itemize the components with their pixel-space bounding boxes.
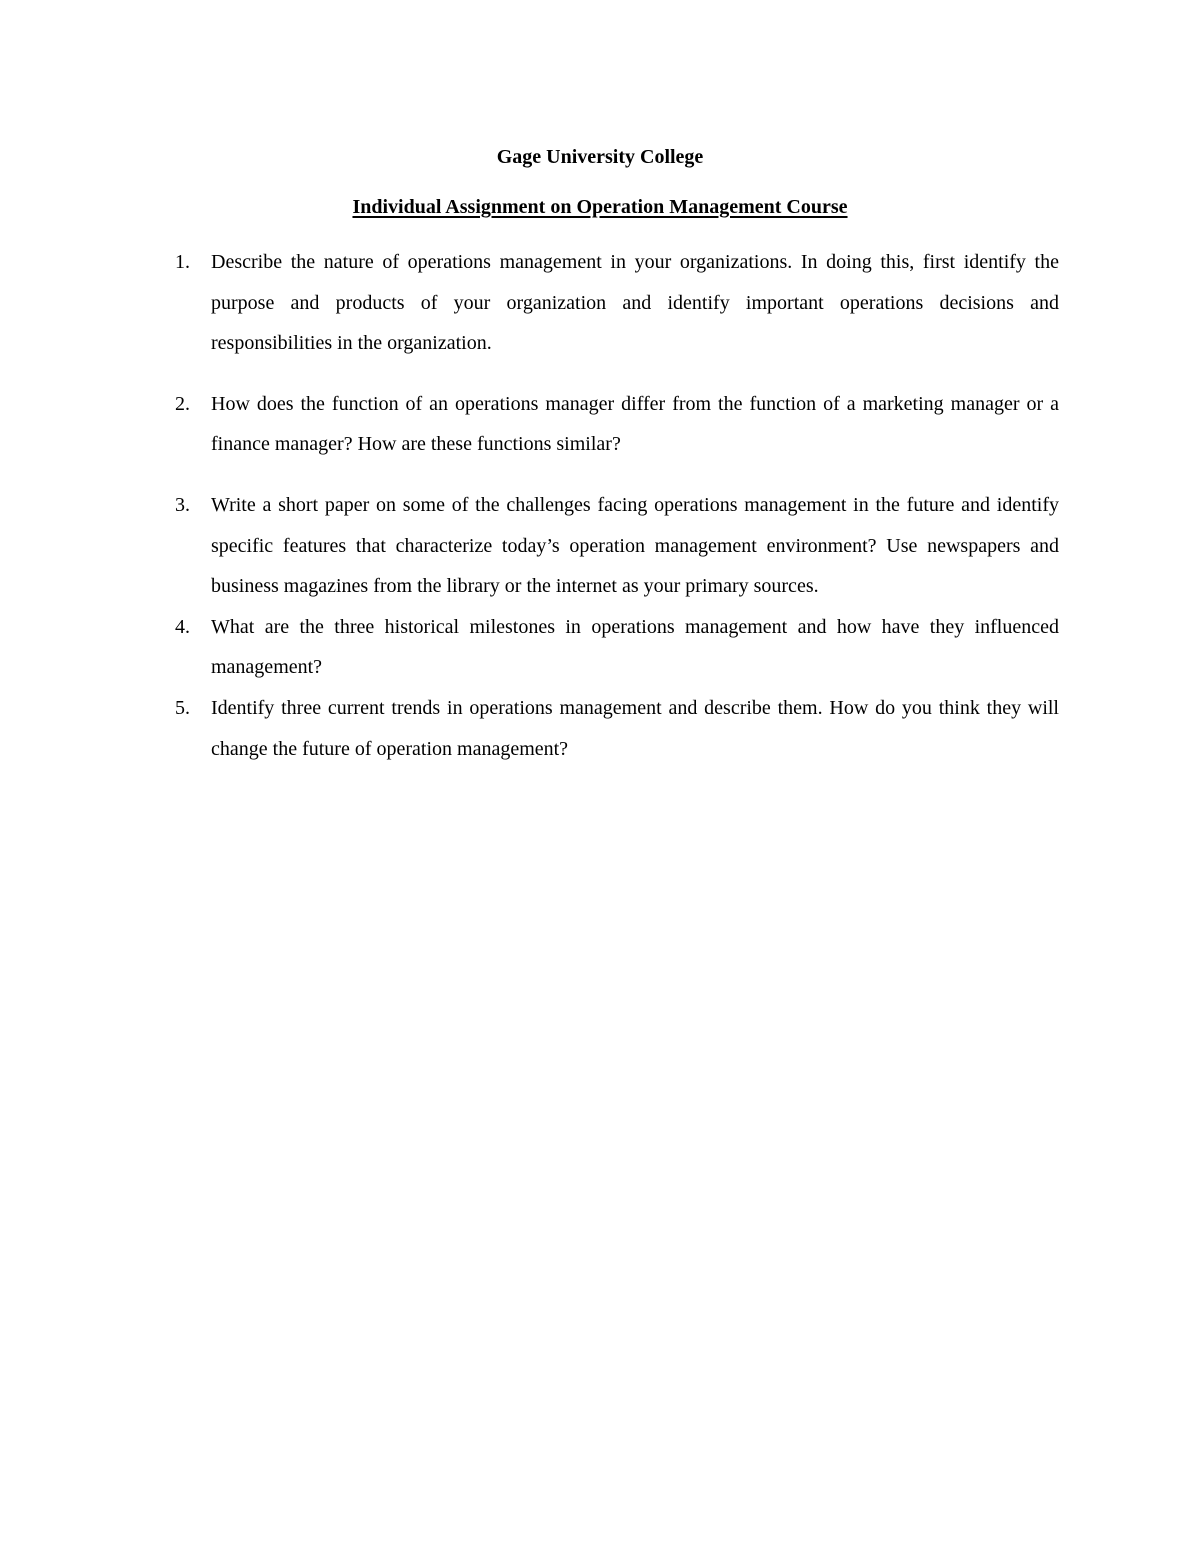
question-text: Write a short paper on some of the challenges facing operations management in the future and identify specific features that characterize today’s operation management environment? Use newspapers and business magazines from the library or the internet as your primary sources. bbox=[211, 493, 1059, 598]
question-number: 3. bbox=[175, 493, 190, 516]
question-number: 5. bbox=[175, 696, 190, 719]
question-text: How does the function of an operations manager differ from the function of a marketing manager or a finance manager? How are these functions similar? bbox=[211, 392, 1059, 456]
document-title: Gage University College bbox=[496, 146, 704, 168]
question-item bbox=[175, 485, 1059, 607]
question-item bbox=[175, 688, 1059, 769]
document-subtitle bbox=[0, 192, 1200, 222]
question-item bbox=[175, 242, 1059, 364]
question-text: Describe the nature of operations management in your organizations. In doing this, first identify the purpose and products of your organization and identify important operations decisions and responsibilities in the organization. bbox=[211, 251, 1059, 355]
question-item bbox=[175, 384, 1059, 465]
question-text: What are the three historical milestones in operations management and how have they influenced management? bbox=[211, 615, 1059, 679]
subtitle-text: Individual Assignment on Operation Management Course bbox=[352, 196, 848, 218]
question-number: 2. bbox=[175, 392, 190, 415]
question-item bbox=[175, 607, 1059, 688]
question-list bbox=[175, 242, 1059, 769]
question-number: 1. bbox=[175, 251, 190, 273]
question-text: Identify three current trends in operations management and describe them. How do you think they will change the future of operation management? bbox=[211, 696, 1059, 760]
question-number: 4. bbox=[175, 615, 190, 638]
